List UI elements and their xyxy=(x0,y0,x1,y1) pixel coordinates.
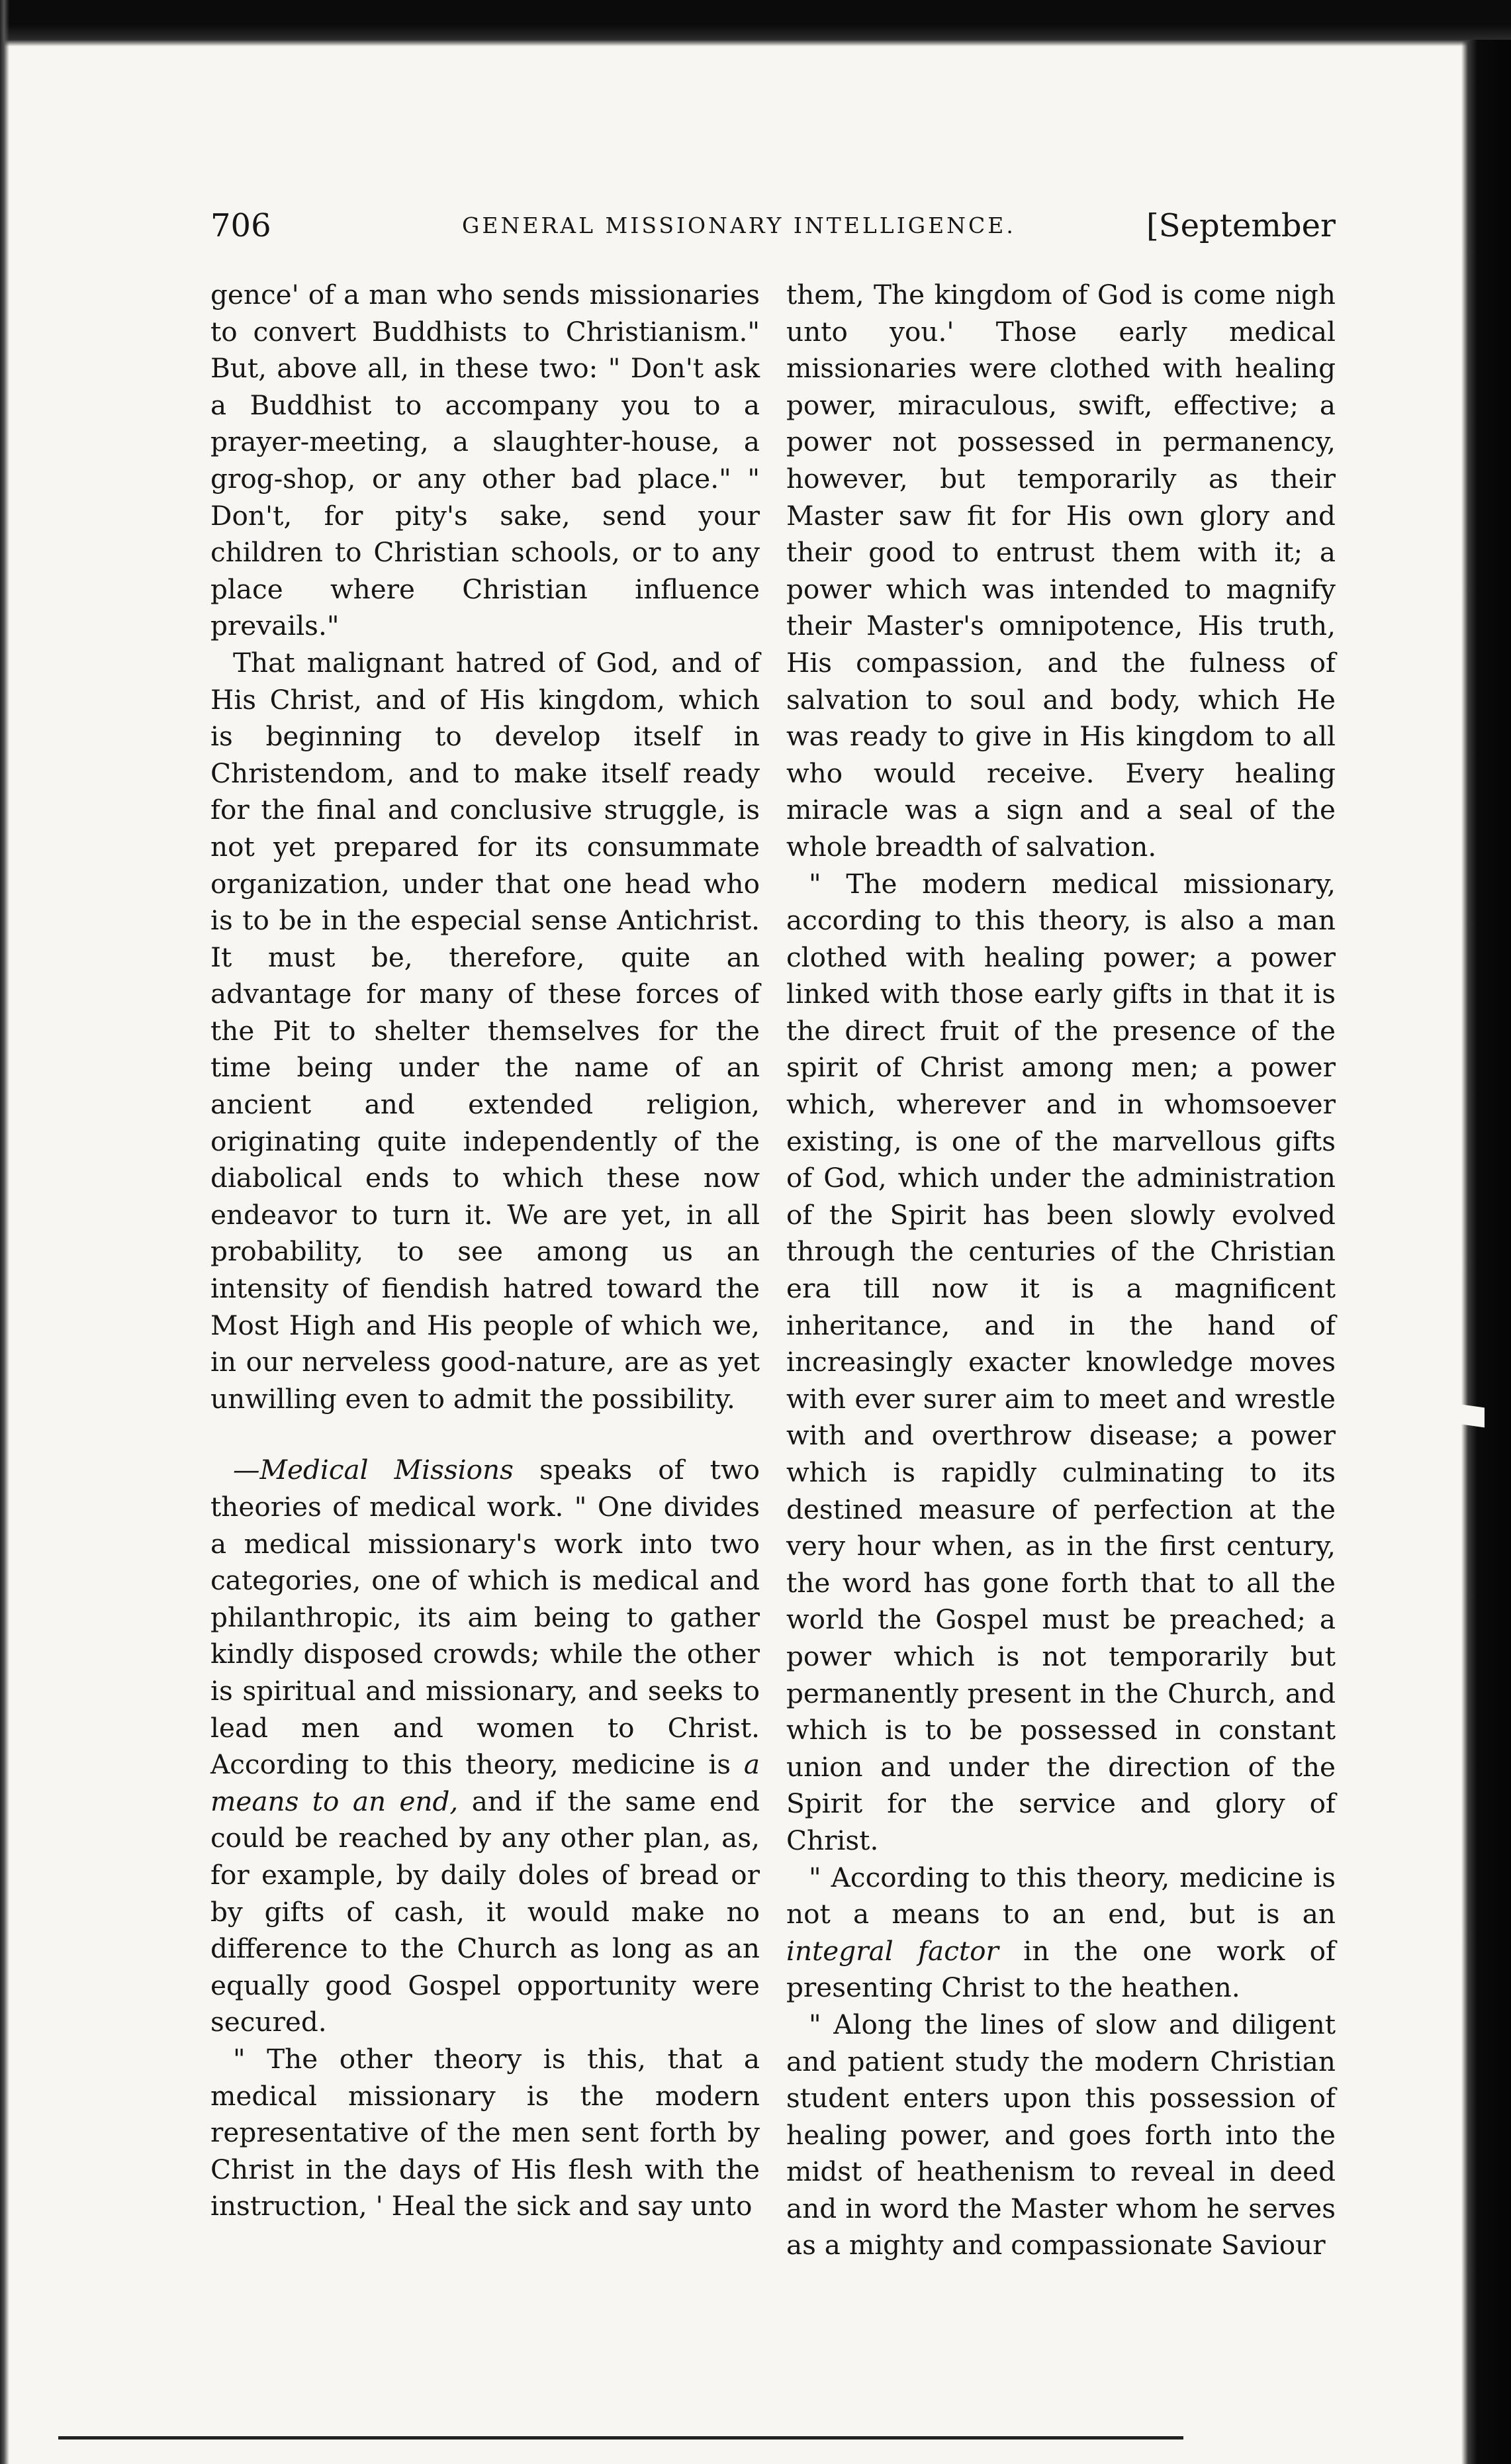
running-head-title: GENERAL MISSIONARY INTELLIGENCE. xyxy=(462,213,1016,238)
running-head-month: [September xyxy=(1146,207,1336,244)
page-edge-right xyxy=(1461,40,1511,2464)
left-paragraph-3 xyxy=(210,1452,760,2041)
running-header xyxy=(210,203,1336,249)
left-paragraph-4: " The other theory is this, that a medical missionary is the modern representative of the men sent forth by Christ in the days of His flesh with the instruction, ' Heal the sick and say unto xyxy=(210,2042,760,2222)
right-column xyxy=(786,277,1336,2264)
bottom-rule xyxy=(58,2436,1183,2440)
left-paragraph-2: That malignant hatred of God, and of His Christ, and of His kingdom, which is beginning to develop itself in Christendom, and to make itself ready for the final and conclusive struggle, is not yet prepared for its consummate organization, under that one head who is to be in the especial sense Antichrist. It must be, therefore, quite an advantage for many of these forces of the Pit to shelter themselves for the time being under the name of an ancient and extended religion, originating quite independently of the diabolical ends to which these now endeavor to turn it. We are yet, in all probability, to see among us an intensity of fiendish hatred toward the Most High and His people of which we, in our nerveless good-nature, are as yet unwilling even to admit the possibility. xyxy=(210,646,760,1415)
integral-factor-emphasis: integral factor xyxy=(786,1934,999,1967)
means-to-an-end-emphasis: a means to an end, xyxy=(210,1748,760,1817)
left-column xyxy=(210,277,760,2225)
medical-missions-title: —Medical Missions xyxy=(233,1454,514,1486)
right-paragraph-3-head: " According to this theory, medicine is not a means to an end, but is an xyxy=(786,1861,1336,1930)
right-paragraph-4: " Along the lines of slow and diligent and patient study the modern Christian student enters upon this possession of healing power, and goes forth into the midst of heathenism to reveal in deed and in word the Master whom he serves as a mighty and compassionate Saviour xyxy=(786,2008,1336,2261)
right-paragraph-3 xyxy=(786,1860,1336,2007)
page-edge-top xyxy=(0,0,1511,46)
left-paragraph-3-tail: and if the same end could be reached by any other plan, as, for example, by daily doles of bread or by gifts of cash, it would make no difference to the Church as long as an equally good Gospel opportunity were secured. xyxy=(210,1785,760,2038)
right-paragraph-3-tail: in the one work of presenting Christ to the heathen. xyxy=(786,1934,1336,2004)
right-paragraph-2: " The modern medical missionary, according to this theory, is also a man clothed with healing power; a power linked with those early gifts in that it is the direct fruit of the presence of the spirit of Christ among men; a power which, wherever and in whomsoever existing, is one of the marvellous gifts of God, which under the administration of the Spirit has been slowly evolved through the centuries of the Christian era till now it is a magnificent inheritance, and in the hand of increasingly exacter knowledge moves with ever surer aim to meet and wrestle with and overthrow disease; a power which is rapidly culminating to its destined measure of perfection at the very hour when, as in the first century, the word has gone forth that to all the world the Gospel must be preached; a power which is not temporarily but permanently present in the Church, and which is to be possessed in constant union and under the direction of the Spirit for the service and glory of Christ. xyxy=(786,867,1336,1856)
left-paragraph-3-body: speaks of two theories of medical work. " One divides a medical missionary's work into two categories, one of which is medical and philanthropic, its aim being to gather kindly disposed crowds; while the other is spiritual and missionary, and seeks to lead men and women to Christ. According to this theory, medicine is xyxy=(210,1454,760,1781)
left-paragraph-1: gence' of a man who sends missionaries to convert Buddhists to Christianism." But, above all, in these two: " Don't ask a Buddhist to accompany you to a prayer-meeting, a slaughter-house, a grog-shop, or any other bad place." " Don't, for pity's sake, send your children to Christian schools, or to any place where Christian influence prevails." xyxy=(210,279,760,642)
page-edge-left xyxy=(0,0,9,2464)
right-paragraph-1: them, The kingdom of God is come nigh unto you.' Those early medical missionaries were clothed with healing power, miraculous, swift, effective; a power not possessed in permanency, however, but temporarily as their Master saw fit for His own glory and their good to entrust them with it; a power which was intended to magnify their Master's omnipotence, His truth, His compassion, and the fulness of salvation to soul and body, which He was ready to give in His kingdom to all who would receive. Every healing miracle was a sign and a seal of the whole breadth of salvation. xyxy=(786,279,1336,863)
page-number: 706 xyxy=(210,207,271,244)
